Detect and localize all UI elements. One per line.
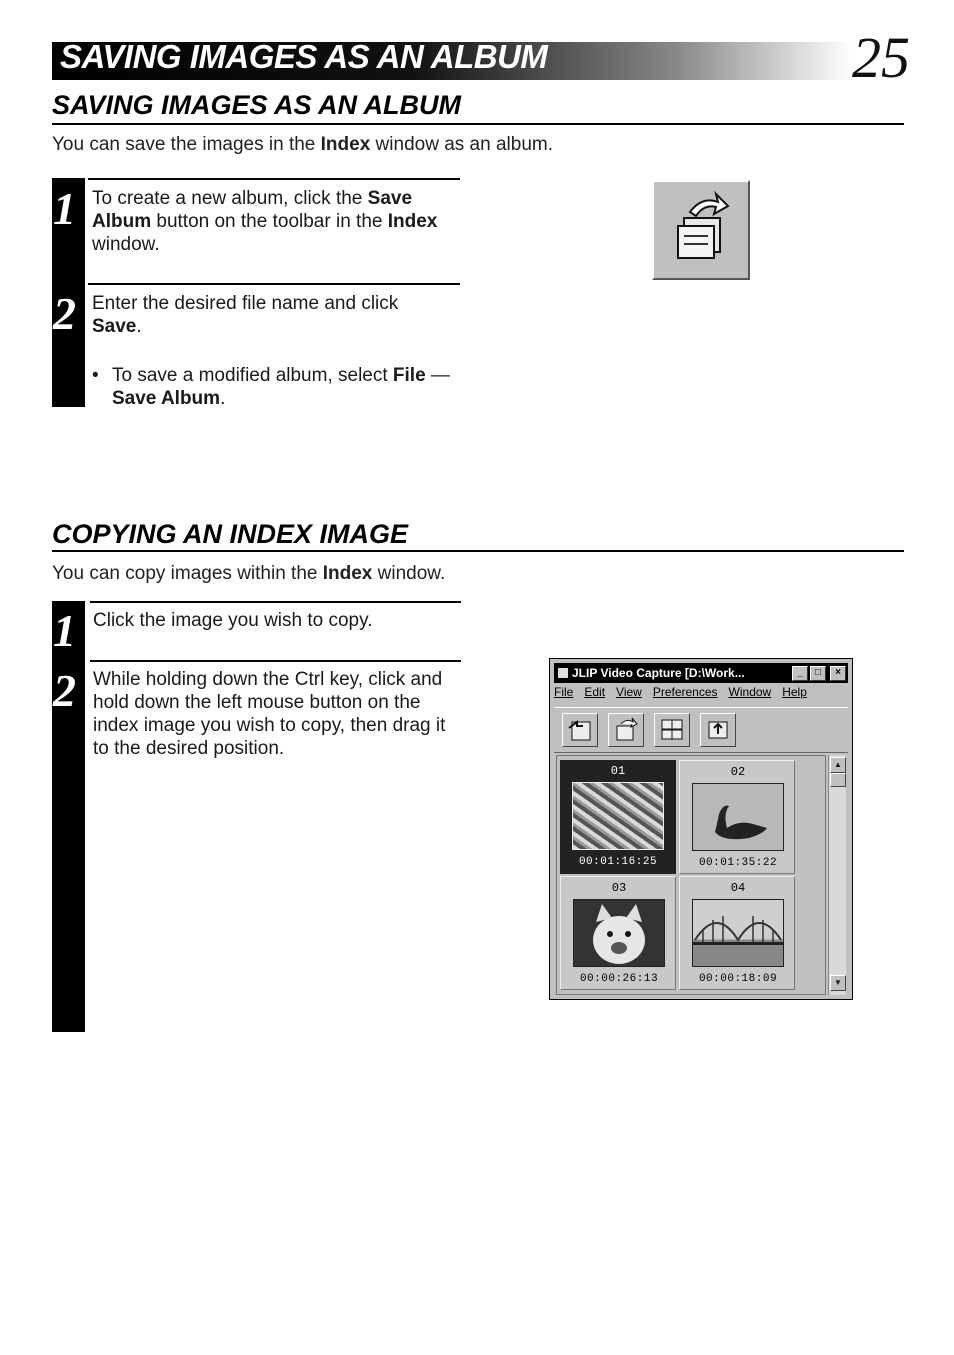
thumbnail-timecode: 00:00:18:09 bbox=[698, 973, 778, 985]
section-intro: You can copy images within the Index window. bbox=[52, 563, 446, 584]
section-rule bbox=[52, 550, 904, 552]
step-text: Enter the desired file name and click Save. bbox=[92, 293, 399, 337]
window-title-bar bbox=[554, 663, 848, 683]
capture-button[interactable] bbox=[654, 713, 690, 747]
step-rule bbox=[88, 178, 460, 180]
menu-file[interactable]: File bbox=[554, 685, 574, 699]
scroll-up-arrow-icon[interactable]: ▲ bbox=[830, 757, 846, 773]
window-title: JLIP Video Capture [D:\Work... bbox=[572, 666, 745, 680]
save-album-icon bbox=[652, 180, 750, 280]
thumbnail-image-forest bbox=[572, 782, 664, 850]
index-thumbnail[interactable] bbox=[679, 760, 795, 874]
scroll-thumb[interactable] bbox=[830, 773, 846, 787]
step-rule bbox=[90, 660, 461, 662]
section-rule bbox=[52, 123, 904, 125]
save-album-button[interactable] bbox=[608, 713, 644, 747]
step-number: 2 bbox=[53, 665, 76, 716]
scroll-down-arrow-icon[interactable]: ▼ bbox=[830, 975, 846, 991]
save-album-tool-icon bbox=[609, 714, 643, 746]
step-text: While holding down the Ctrl key, click and hold down the left mouse button on the index image you wish to copy, then drag it to the desired position. bbox=[93, 669, 446, 759]
step-text: To create a new album, click the Save Album button on the toolbar in the Index window. bbox=[92, 188, 438, 255]
export-button[interactable] bbox=[700, 713, 736, 747]
app-icon bbox=[558, 668, 568, 678]
thumbnail-label: 02 bbox=[730, 765, 746, 779]
page-number: 25 bbox=[852, 25, 910, 90]
step-rule bbox=[90, 601, 461, 603]
minimize-icon[interactable]: _ bbox=[792, 666, 808, 681]
menu-preferences[interactable]: Preferences bbox=[652, 685, 718, 699]
index-thumbnail[interactable] bbox=[679, 876, 795, 990]
thumbnail-label: 04 bbox=[730, 881, 746, 895]
step-rule bbox=[88, 283, 460, 285]
menu-window[interactable]: Window bbox=[728, 685, 772, 699]
step-number: 2 bbox=[53, 288, 76, 339]
index-thumbnail[interactable] bbox=[560, 760, 676, 874]
open-album-icon bbox=[563, 714, 597, 746]
step-number: 1 bbox=[53, 183, 76, 234]
maximize-icon[interactable]: □ bbox=[810, 666, 826, 681]
index-pane bbox=[556, 755, 826, 995]
step-text: Click the image you wish to copy. bbox=[93, 610, 373, 631]
menu-view[interactable]: View bbox=[616, 685, 642, 699]
close-icon[interactable]: × bbox=[830, 666, 846, 681]
menu-edit[interactable]: Edit bbox=[584, 685, 606, 699]
thumbnail-label: 03 bbox=[611, 881, 627, 895]
thumbnail-timecode: 00:01:16:25 bbox=[578, 856, 658, 868]
window-menu-bar bbox=[554, 685, 818, 705]
menu-help[interactable]: Help bbox=[782, 685, 807, 699]
section-heading-saving: SAVING IMAGES AS AN ALBUM bbox=[52, 90, 462, 120]
index-window-screenshot bbox=[549, 658, 853, 1000]
index-thumbnail[interactable] bbox=[560, 876, 676, 990]
thumbnail-image-dog bbox=[573, 899, 665, 967]
thumbnail-image-bridge bbox=[692, 899, 784, 967]
thumbnail-timecode: 00:01:35:22 bbox=[698, 857, 778, 869]
vertical-scrollbar[interactable] bbox=[828, 755, 846, 995]
section-heading-copying: COPYING AN INDEX IMAGE bbox=[52, 519, 409, 549]
window-toolbar bbox=[554, 707, 848, 753]
export-icon bbox=[701, 714, 735, 746]
step-number: 1 bbox=[53, 605, 76, 656]
bullet-note: • To save a modified album, select File — Save Album. bbox=[92, 365, 450, 409]
section-intro: You can save the images in the Index window as an album. bbox=[52, 134, 553, 155]
thumbnail-timecode: 00:00:26:13 bbox=[579, 973, 659, 985]
open-album-button[interactable] bbox=[562, 713, 598, 747]
capture-icon bbox=[655, 714, 689, 746]
thumbnail-label: 01 bbox=[610, 764, 626, 778]
thumbnail-image-swan bbox=[692, 783, 784, 851]
banner-title: SAVING IMAGES AS AN ALBUM bbox=[60, 38, 548, 75]
